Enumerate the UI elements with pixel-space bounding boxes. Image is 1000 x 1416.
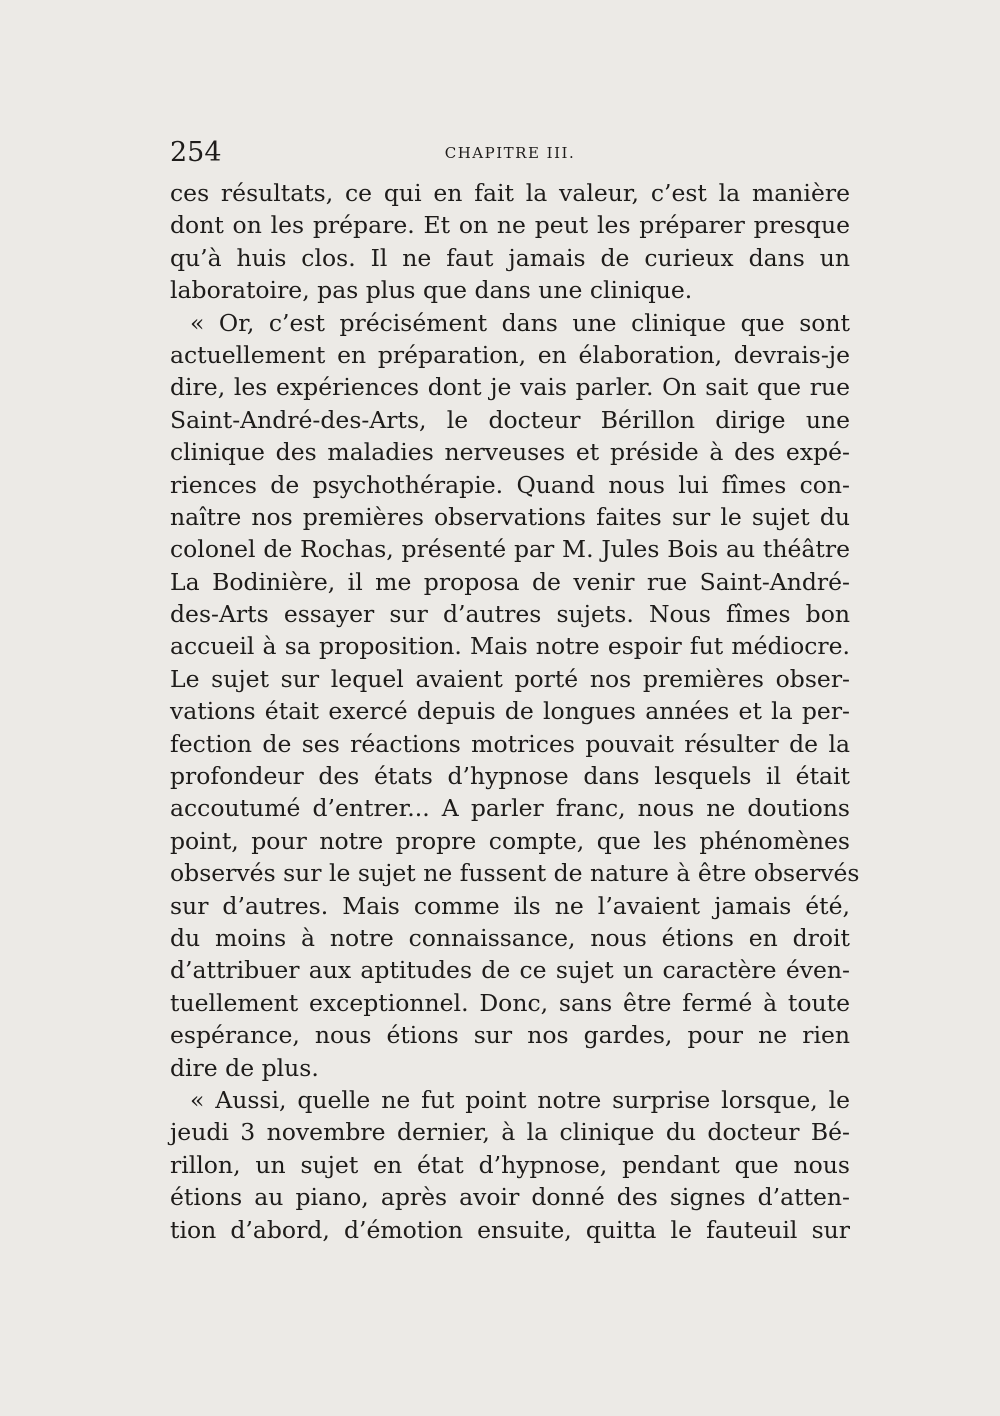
body-text <box>170 177 860 1246</box>
text-line: Le sujet sur lequel avaient porté nos premières obser- <box>170 664 850 693</box>
text-line: d’attribuer aux aptitudes de ce sujet un caractère éven- <box>170 956 850 985</box>
text-line: Saint-André-des-Arts, le docteur Bérillon dirige une <box>170 405 850 434</box>
text-line: jeudi 3 novembre dernier, à la clinique du docteur Bé- <box>170 1118 850 1147</box>
text-line: naître nos premières observations faites sur le sujet du <box>170 502 850 531</box>
text-line: sur d’autres. Mais comme ils ne l’avaient jamais été, <box>170 891 850 920</box>
text-line: dire, les expériences dont je vais parler. On sait que rue <box>170 373 850 402</box>
text-line: La Bodinière, il me proposa de venir rue Saint-André- <box>170 567 850 596</box>
page-number: 254 <box>170 137 222 168</box>
text-line: dire de plus. <box>170 1053 319 1082</box>
text-line: accueil à sa proposition. Mais notre espoir fut médiocre. <box>170 632 850 661</box>
chapter-title: CHAPITRE III. <box>444 144 576 162</box>
text-line: dont on les prépare. Et on ne peut les préparer presque <box>170 211 850 240</box>
text-line: espérance, nous étions sur nos gardes, pour ne rien <box>170 1021 850 1050</box>
text-line: actuellement en préparation, en élaboration, devrais-je <box>170 340 850 369</box>
text-line: riences de psychothérapie. Quand nous lui fîmes con- <box>170 470 850 499</box>
text-line: « Aussi, quelle ne fut point notre surprise lorsque, le <box>190 1085 850 1114</box>
text-line: ces résultats, ce qui en fait la valeur, c’est la manière <box>170 179 850 207</box>
text-line: accoutumé d’entrer... A parler franc, nous ne doutions <box>170 794 850 823</box>
text-line: clinique des maladies nerveuses et préside à des expé- <box>170 438 850 467</box>
text-line: vations était exercé depuis de longues années et la per- <box>170 697 850 726</box>
text-line: tuellement exceptionnel. Donc, sans être fermé à toute <box>170 988 850 1017</box>
text-line: laboratoire, pas plus que dans une clinique. <box>170 276 693 305</box>
text-line: qu’à huis clos. Il ne faut jamais de curieux dans un <box>170 243 850 272</box>
text-line: point, pour notre propre compte, que les phénomènes <box>170 826 850 855</box>
text-line: « Or, c’est précisément dans une clinique que sont <box>190 308 850 337</box>
text-line: du moins à notre connaissance, nous étions en droit <box>170 923 850 952</box>
text-line: rillon, un sujet en état d’hypnose, pendant que nous <box>170 1150 850 1179</box>
text-line: fection de ses réactions motrices pouvait résulter de la <box>170 729 850 758</box>
text-line: tion d’abord, d’émotion ensuite, quitta le fauteuil sur <box>170 1215 850 1244</box>
running-head <box>170 136 850 170</box>
text-line: profondeur des états d’hypnose dans lesquels il était <box>170 762 850 791</box>
text-line: des-Arts essayer sur d’autres sujets. Nous fîmes bon <box>170 600 850 629</box>
text-line: observés sur le sujet ne fussent de nature à être observés <box>170 859 860 888</box>
text-line: étions au piano, après avoir donné des signes d’atten- <box>170 1183 850 1212</box>
text-line: colonel de Rochas, présenté par M. Jules Bois au théâtre <box>170 535 850 564</box>
